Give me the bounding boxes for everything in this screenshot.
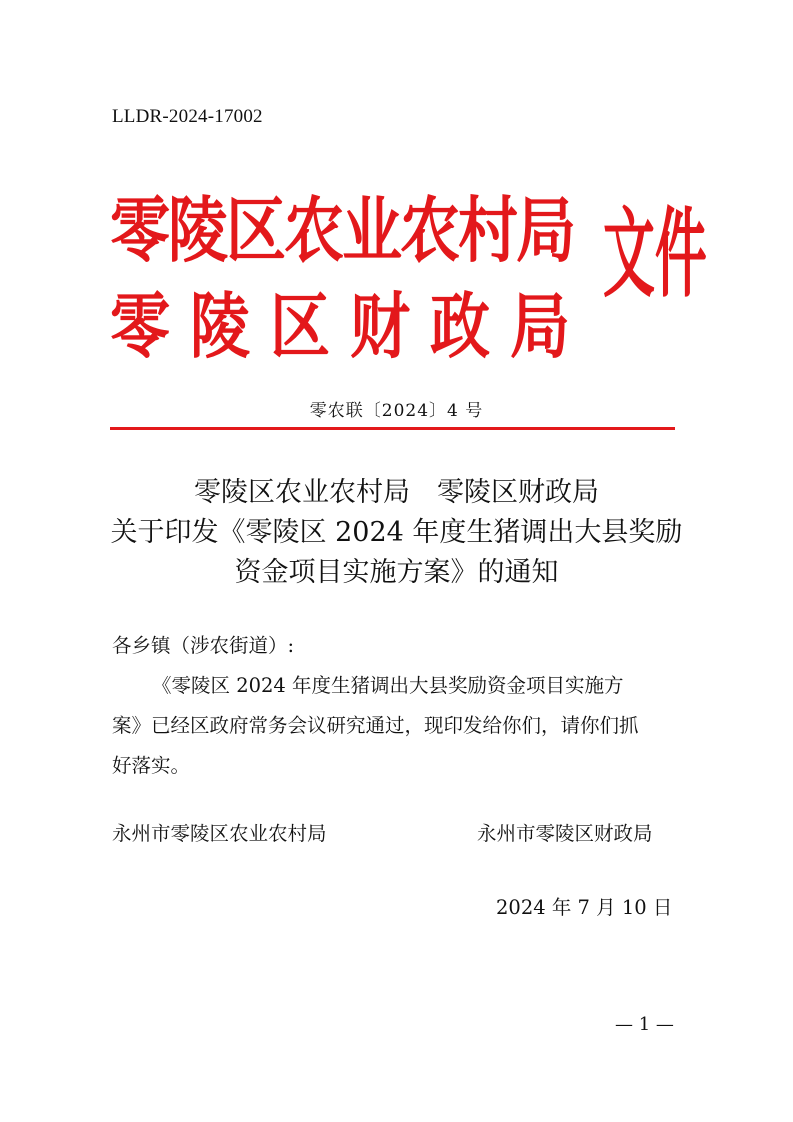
signature-right: 永州市零陵区财政局	[477, 822, 653, 845]
org-line-2-char: 财	[350, 285, 410, 369]
issue-date: 2024 年 7 月 10 日	[496, 896, 673, 919]
addressee: 各乡镇（涉农街道）:	[112, 634, 295, 657]
org-line-2-char: 陵	[190, 285, 250, 369]
org-line-2-char: 零	[110, 285, 170, 369]
notice-title-line-3: 资金项目实施方案》的通知	[234, 557, 559, 588]
notice-title-line-2: 关于印发《零陵区 2024 年度生猪调出大县奖励	[110, 517, 683, 548]
org-line-2-char: 政	[430, 285, 490, 369]
document-label: 文件	[603, 196, 707, 311]
signature-left: 永州市零陵区农业农村局	[112, 822, 327, 845]
org-line-2-char: 区	[270, 285, 330, 369]
body-paragraph-line-3: 好落实。	[112, 754, 191, 777]
org-line-2-char: 局	[510, 285, 570, 369]
issuing-org-line-1: 零陵区农业农村局	[110, 189, 574, 273]
body-paragraph-line-1: 《零陵区 2024 年度生猪调出大县奖励资金项目实施方	[152, 674, 624, 697]
red-separator-rule	[110, 427, 675, 430]
body-paragraph-line-2: 案》已经区政府常务会议研究通过，现印发给你们，请你们抓	[112, 714, 639, 737]
notice-title-line-1: 零陵区农业农村局 零陵区财政局	[194, 477, 599, 508]
document-code: LLDR-2024-17002	[112, 106, 263, 127]
document-number: 零农联〔2024〕4 号	[309, 401, 484, 421]
issuing-org-line-2	[110, 280, 570, 374]
page-number: — 1 —	[615, 1014, 674, 1035]
